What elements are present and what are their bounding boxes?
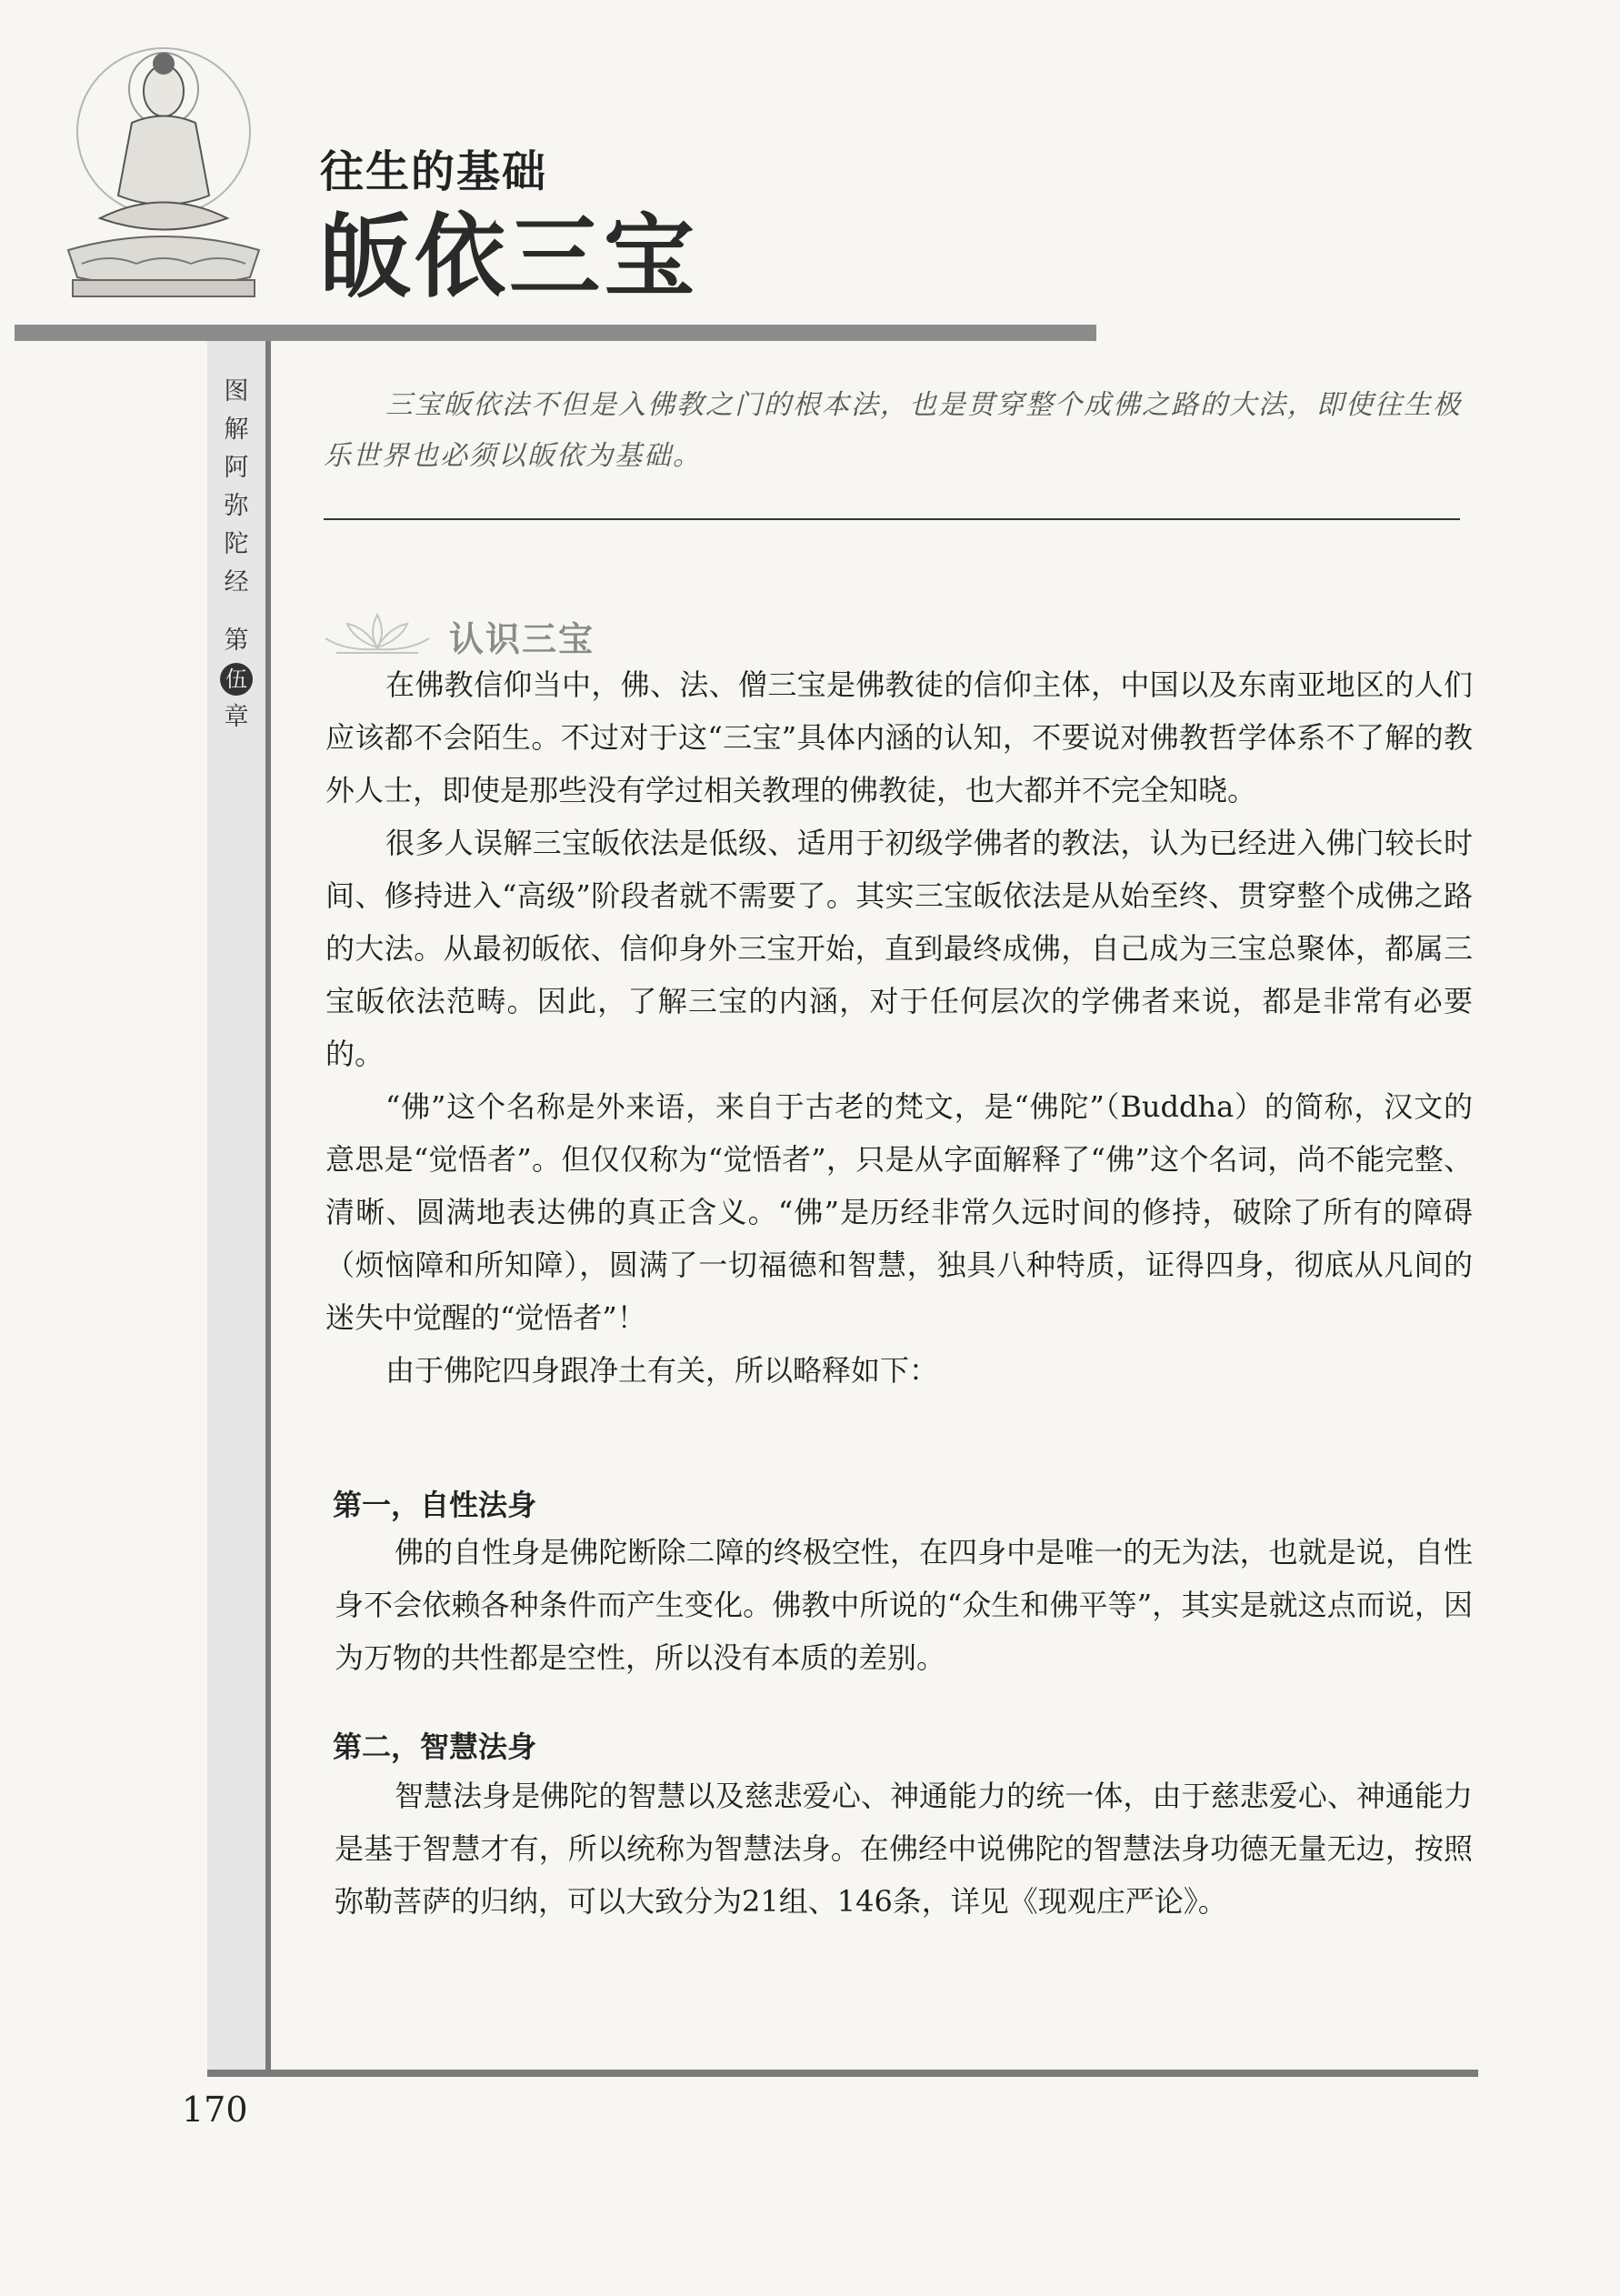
sidebar-book-title xyxy=(207,373,265,737)
intro-divider xyxy=(324,518,1460,520)
section-body xyxy=(325,658,1473,1397)
page-number: 170 xyxy=(182,2090,248,2130)
chapter-number-badge: 伍 xyxy=(220,663,253,696)
header-divider-bar xyxy=(15,325,1096,341)
chapter-suffix: 章 xyxy=(224,703,249,731)
chapter-intro: 三宝皈依法不但是入佛教之门的根本法，也是贯穿整个成佛之路的大法，即使往生极乐世界也必须以皈依为基础。 xyxy=(324,389,1462,472)
sidebar-char: 经 xyxy=(224,568,249,597)
footer-divider-bar xyxy=(207,2070,1478,2077)
chapter-prefix: 第 xyxy=(224,627,249,655)
sidebar-char: 陀 xyxy=(224,530,249,558)
subsection-heading: 第二，智慧法身 xyxy=(333,1730,537,1764)
chapter-title: 皈依三宝 xyxy=(320,203,698,310)
sidebar-char: 弥 xyxy=(224,492,249,520)
sidebar-char: 图 xyxy=(224,377,249,406)
subsection-heading: 第一，自性法身 xyxy=(333,1488,537,1522)
subsection-body xyxy=(335,1770,1473,1928)
paragraph: 很多人误解三宝皈依法是低级、适用于初级学佛者的教法，认为已经进入佛门较长时间、修持进入“高级”阶段者就不需要了。其实三宝皈依法是从始至终、贯穿整个成佛之路的大法。从最初皈依、信仰身外三宝开始，直到最终成佛，自己成为三宝总聚体，都属三宝皈依法范畴。因此，了解三宝的内涵，对于任何层次的学佛者来说，都是非常有必要的。 xyxy=(325,826,1473,1071)
paragraph: 在佛教信仰当中，佛、法、僧三宝是佛教徒的信仰主体，中国以及东南亚地区的人们应该都不会陌生。不过对于这“三宝”具体内涵的认知，不要说对佛教哲学体系不了解的教外人士，即使是那些没有学过相关教理的佛教徒，也大都并不完全知晓。 xyxy=(325,667,1473,807)
buddha-illustration xyxy=(45,36,282,309)
sidebar-char: 解 xyxy=(224,416,249,444)
chapter-subtitle: 往生的基础 xyxy=(320,146,548,197)
paragraph: 佛的自性身是佛陀断除二障的终极空性，在四身中是唯一的无为法，也就是说，自性身不会依赖各种条件而产生变化。佛教中所说的“众生和佛平等”，其实是就这点而说，因为万物的共性都是空性，所以没有本质的差别。 xyxy=(335,1535,1473,1675)
paragraph: 由于佛陀四身跟净土有关，所以略释如下： xyxy=(385,1353,939,1388)
paragraph: 智慧法身是佛陀的智慧以及慈悲爱心、神通能力的统一体，由于慈悲爱心、神通能力是基于智慧才有，所以统称为智慧法身。在佛经中说佛陀的智慧法身功德无量无边，按照弥勒菩萨的归纳，可以大致分为21组、146条，详见《现观庄严论》。 xyxy=(335,1779,1473,1919)
lotus-icon xyxy=(318,607,436,658)
section-title: 认识三宝 xyxy=(449,619,595,659)
sidebar-char: 阿 xyxy=(224,454,249,482)
subsection-body xyxy=(335,1526,1473,1684)
paragraph: “佛”这个名称是外来语，来自于古老的梵文，是“佛陀”（Buddha）的简称，汉文的意思是“觉悟者”。但仅仅称为“觉悟者”，只是从字面解释了“佛”这个名词，尚不能完整、清晰、圆满地表达佛的真正含义。“佛”是历经非常久远时间的修持，破除了所有的障碍（烦恼障和所知障），圆满了一切福德和智慧，独具八种特质，证得四身，彻底从凡间的迷失中觉醒的“觉悟者”！ xyxy=(325,1089,1473,1335)
